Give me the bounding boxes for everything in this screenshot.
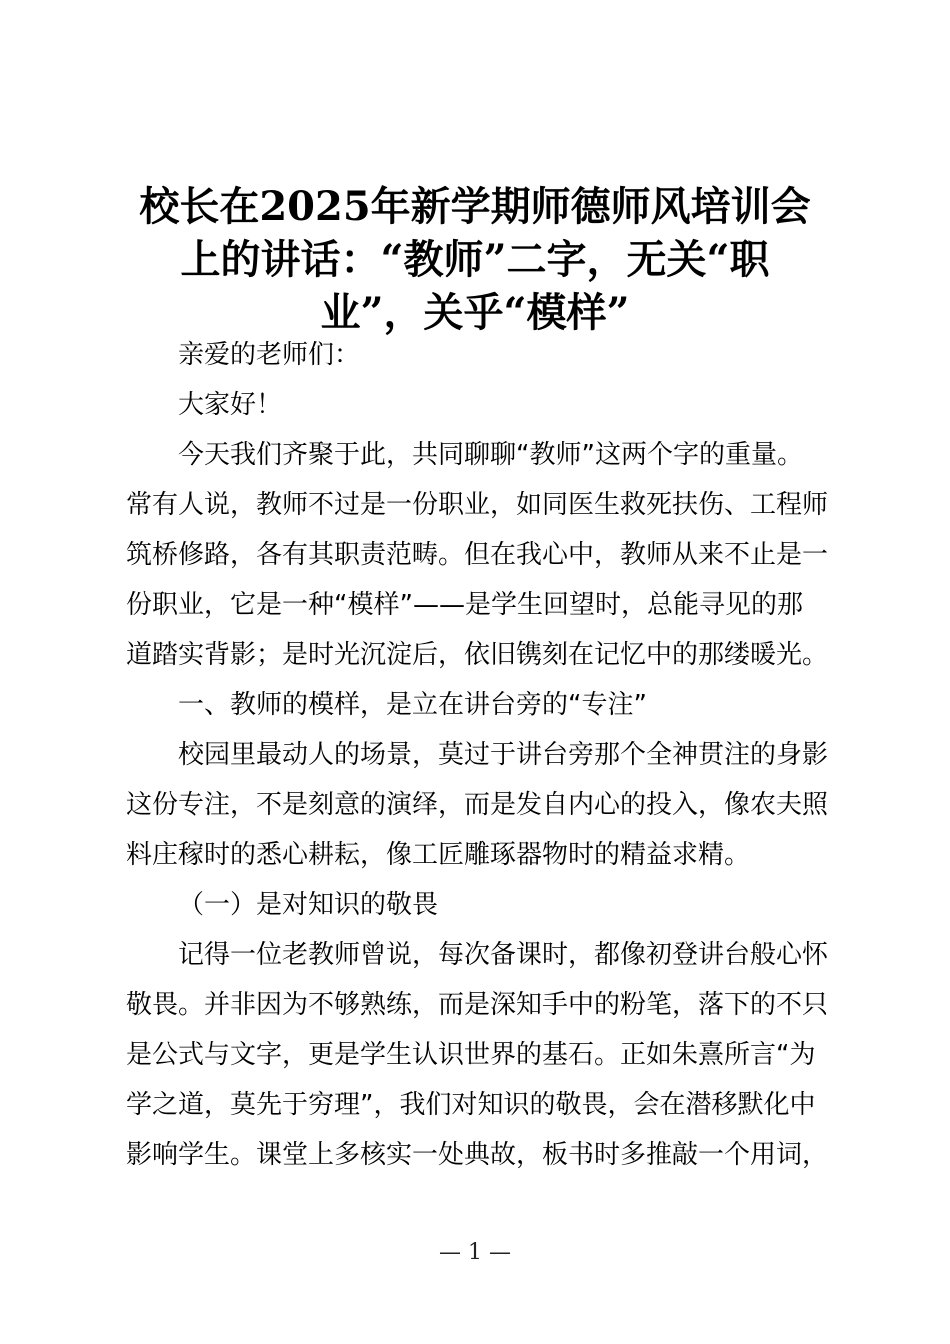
text-line: 敬畏。并非因为不够熟练，而是深知手中的粉笔，落下的不只: [126, 990, 829, 1020]
text-line: 校园里最动人的场景，莫过于讲台旁那个全神贯注的身影: [178, 740, 829, 770]
document-title: [120, 180, 830, 339]
greeting-hello: [126, 380, 832, 430]
text-line: 大家好！: [178, 390, 283, 420]
heading-text: 一、教师的模样，是立在讲台旁的“专注”: [178, 690, 647, 720]
text-line: 筑桥修路，各有其职责范畴。但在我心中，教师从来不止是一: [126, 540, 829, 570]
text-line: 这份专注，不是刻意的演绎，而是发自内心的投入，像农夫照: [126, 790, 829, 820]
text-line: 学之道，莫先于穷理”，我们对知识的敬畏，会在潜移默化中: [126, 1090, 816, 1120]
paragraph-focus: [126, 730, 832, 880]
paragraph-intro: [126, 430, 832, 680]
text-line: 影响学生。课堂上多核实一处典故，板书时多推敲一个用词，: [126, 1140, 829, 1170]
greeting-salutation: [126, 330, 832, 380]
section-heading-1: [126, 680, 832, 730]
text-line: 是公式与文字，更是学生认识世界的基石。正如朱熹所言“为: [126, 1040, 816, 1070]
title-line-3: 业”，关乎“模样”: [320, 289, 630, 336]
text-line: 道踏实背影；是时光沉淀后，依旧镌刻在记忆中的那缕暖光。: [126, 640, 829, 670]
title-line-1: 校长在2025年新学期师德师风培训会: [139, 183, 811, 230]
document-body: [126, 330, 832, 1180]
text-line: 常有人说，教师不过是一份职业，如同医生救死扶伤、工程师: [126, 490, 829, 520]
text-line: 料庄稼时的悉心耕耘，像工匠雕琢器物时的精益求精。: [126, 840, 751, 870]
text-line: 今天我们齐聚于此，共同聊聊“教师”这两个字的重量。: [178, 440, 803, 470]
heading-text: （一）是对知识的敬畏: [178, 890, 439, 920]
page-number: — 1 —: [439, 1240, 511, 1265]
subsection-heading-1: [126, 880, 832, 930]
paragraph-reverence: [126, 930, 832, 1180]
text-line: 亲爱的老师们：: [178, 340, 361, 370]
text-line: 份职业，它是一种“模样”——是学生回望时，总能寻见的那: [126, 590, 803, 620]
text-line: 记得一位老教师曾说，每次备课时，都像初登讲台般心怀: [178, 940, 829, 970]
title-line-2: 上的讲话：“教师”二字，无关“职: [180, 236, 770, 283]
